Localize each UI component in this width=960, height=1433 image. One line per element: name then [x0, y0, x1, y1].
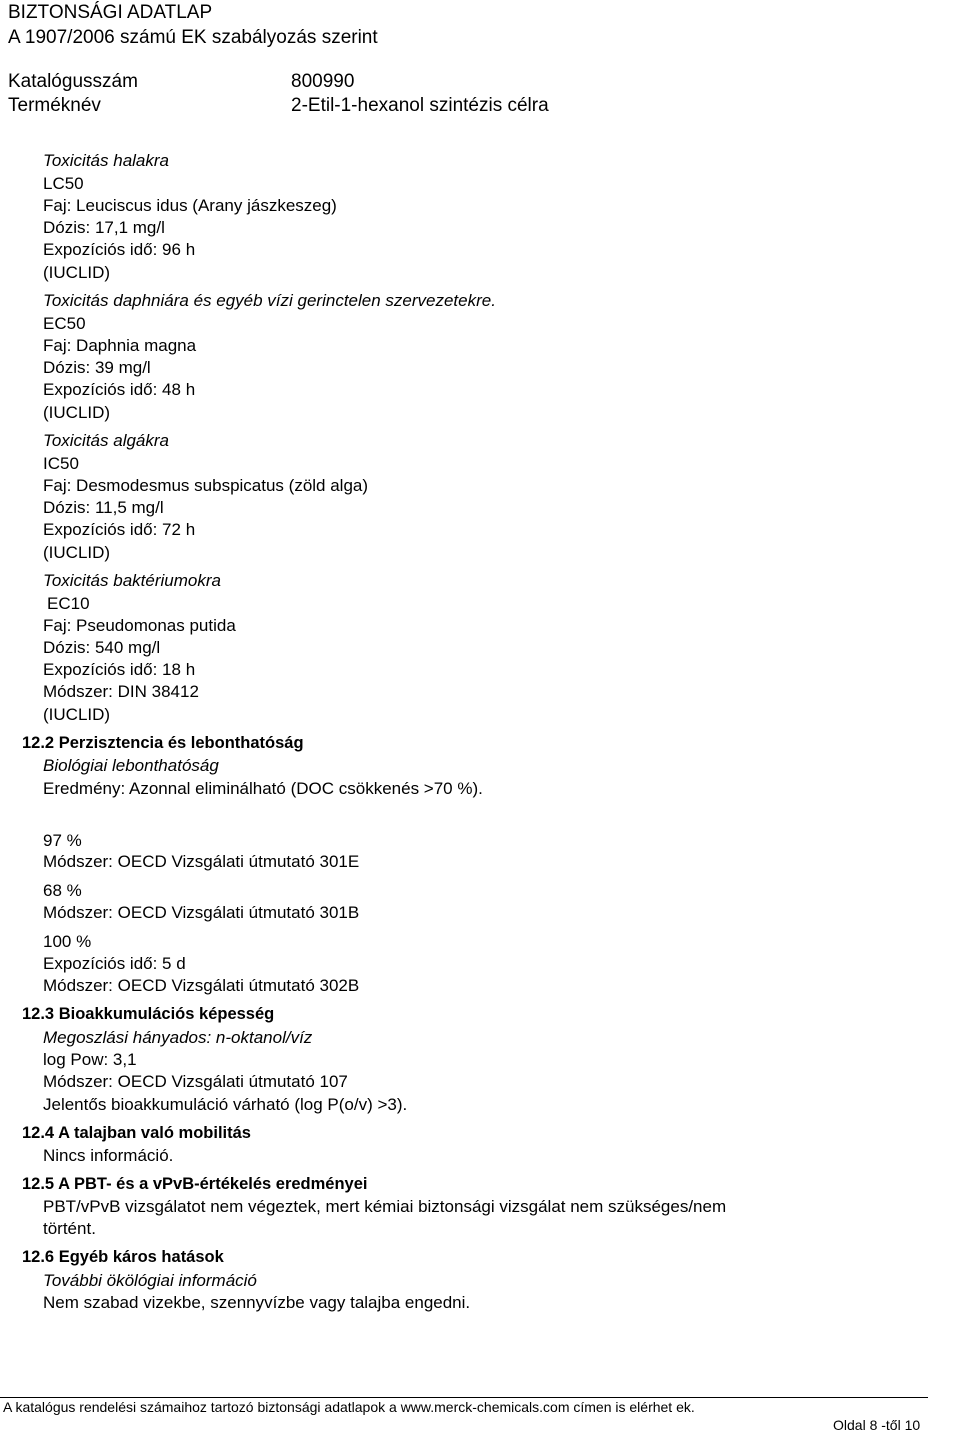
algae-dose: Dózis: 11,5 mg/l: [43, 498, 164, 517]
page-number: Oldal 8 -től 10: [833, 1417, 921, 1433]
daphnia-source: (IUCLID): [43, 403, 111, 422]
bacteria-source: (IUCLID): [43, 705, 111, 724]
section-12-3-heading: [22, 1005, 274, 1024]
section-title: Egyéb káros hatások: [58, 1248, 224, 1266]
catalog-value: 800990: [291, 71, 355, 92]
fish-exposure: Expozíciós idő: 96 h: [43, 240, 196, 259]
partition-coefficient-subheading: Megoszlási hányados: n-oktanol/víz: [43, 1028, 313, 1047]
degradation-value-3: 100 %: [43, 932, 92, 951]
fish-species: Faj: Leuciscus idus (Arany jászkeszeg): [43, 196, 337, 215]
degradation-value-1: 97 %: [43, 831, 82, 850]
section-number: 12.6: [22, 1248, 55, 1266]
bioaccumulation-note: Jelentős bioakkumuláció várható (log P(o/v) >3).: [43, 1095, 408, 1114]
section-title: Perzisztencia és lebonthatóság: [58, 734, 304, 752]
degradation-method-3: Módszer: OECD Vizsgálati útmutató 302B: [43, 976, 360, 995]
fish-source: (IUCLID): [43, 263, 111, 282]
product-value: 2-Etil-1-hexanol szintézis célra: [291, 95, 549, 116]
bacteria-toxicity-heading: Toxicitás baktériumokra: [43, 571, 221, 590]
bacteria-species: Faj: Pseudomonas putida: [43, 616, 236, 635]
section-12-4-heading: [22, 1124, 251, 1143]
log-pow-value: log Pow: 3,1: [43, 1050, 137, 1069]
section-number: 12.5: [22, 1175, 55, 1193]
daphnia-dose: Dózis: 39 mg/l: [43, 358, 151, 377]
degradation-value-2: 68 %: [43, 881, 82, 900]
section-12-2-heading: [22, 734, 304, 753]
fish-endpoint: LC50: [43, 174, 84, 193]
algae-species: Faj: Desmodesmus subspicatus (zöld alga): [43, 476, 369, 495]
section-12-6-heading: [22, 1248, 224, 1267]
fish-dose: Dózis: 17,1 mg/l: [43, 218, 165, 237]
catalog-label: Katalógusszám: [8, 71, 138, 92]
bacteria-exposure: Expozíciós idő: 18 h: [43, 660, 196, 679]
bacteria-dose: Dózis: 540 mg/l: [43, 638, 161, 657]
pbt-text-line-2: történt.: [43, 1219, 96, 1238]
section-12-5-heading: [22, 1175, 368, 1194]
pbt-text-line-1: PBT/vPvB vizsgálatot nem végeztek, mert kémiai biztonsági vizsgálat nem szükséges/nem: [43, 1197, 727, 1216]
regulation-line: A 1907/2006 számú EK szabályozás szerint: [8, 27, 378, 48]
ecological-info-subheading: További ökölógiai információ: [43, 1271, 257, 1290]
bacteria-method: Módszer: DIN 38412: [43, 682, 199, 701]
footer-divider: [0, 1397, 928, 1398]
algae-source: (IUCLID): [43, 543, 111, 562]
algae-endpoint: IC50: [43, 454, 79, 473]
section-number: 12.3: [22, 1005, 55, 1023]
degradation-method-1: Módszer: OECD Vizsgálati útmutató 301E: [43, 852, 360, 871]
other-effects-text: Nem szabad vizekbe, szennyvízbe vagy talajba engedni.: [43, 1293, 471, 1312]
daphnia-toxicity-heading: Toxicitás daphniára és egyéb vízi gerinctelen szervezetekre.: [43, 291, 496, 310]
document-title: BIZTONSÁGI ADATLAP: [8, 2, 213, 23]
biodegradability-result: Eredmény: Azonnal eliminálható (DOC csökkenés >70 %).: [43, 779, 483, 798]
footer-note: A katalógus rendelési számaihoz tartozó biztonsági adatlapok a www.merck-chemicals.com címen is elérhet ek.: [3, 1399, 695, 1415]
product-label: Terméknév: [8, 95, 101, 116]
degradation-method-2: Módszer: OECD Vizsgálati útmutató 301B: [43, 903, 360, 922]
section-number: 12.2: [22, 734, 55, 752]
algae-exposure: Expozíciós idő: 72 h: [43, 520, 196, 539]
section-number: 12.4: [22, 1124, 55, 1142]
daphnia-species: Faj: Daphnia magna: [43, 336, 197, 355]
biodegradability-subheading: Biológiai lebonthatóság: [43, 756, 219, 775]
algae-toxicity-heading: Toxicitás algákra: [43, 431, 169, 450]
daphnia-exposure: Expozíciós idő: 48 h: [43, 380, 196, 399]
mobility-text: Nincs információ.: [43, 1146, 174, 1165]
section-title: A PBT- és a vPvB-értékelés eredményei: [58, 1175, 368, 1193]
bacteria-endpoint: EC10: [47, 594, 90, 613]
degradation-exposure-3: Expozíciós idő: 5 d: [43, 954, 186, 973]
section-title: Bioakkumulációs képesség: [58, 1005, 275, 1023]
fish-toxicity-heading: Toxicitás halakra: [43, 151, 169, 170]
bioaccumulation-method: Módszer: OECD Vizsgálati útmutató 107: [43, 1072, 348, 1091]
daphnia-endpoint: EC50: [43, 314, 86, 333]
section-title: A talajban való mobilitás: [58, 1124, 251, 1142]
